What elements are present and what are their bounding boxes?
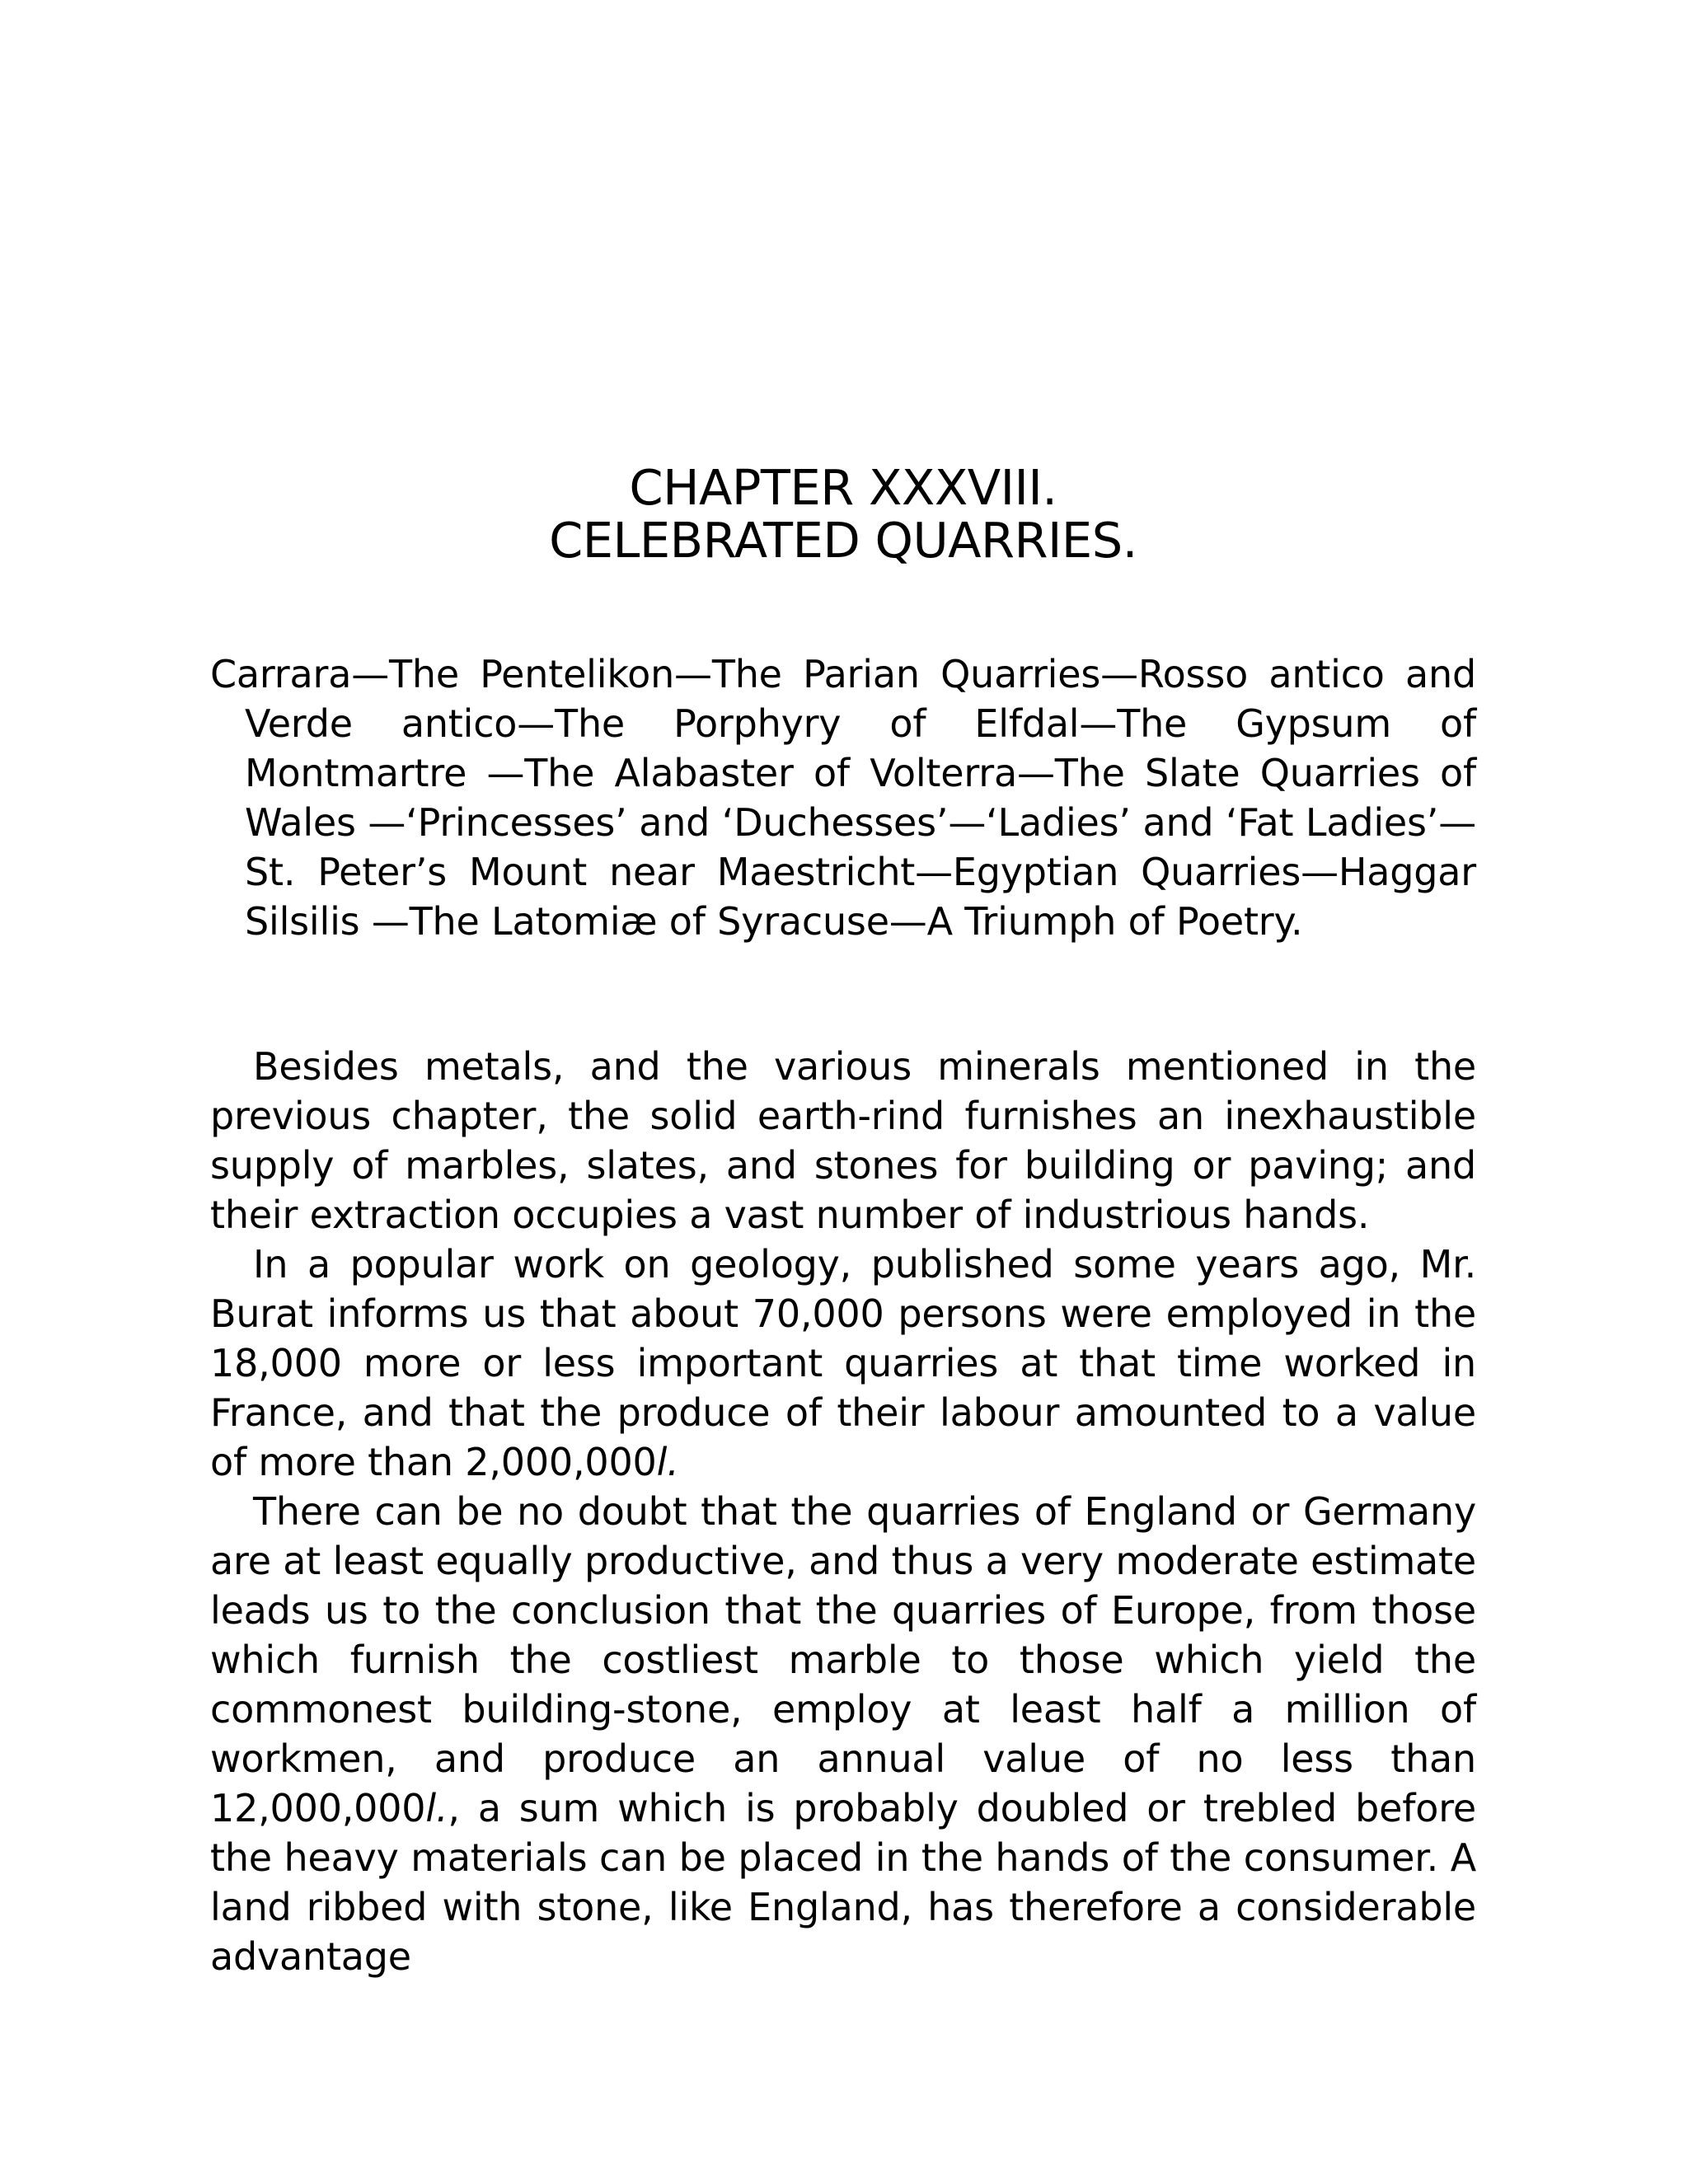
paragraph-2: [210, 1240, 1476, 1487]
paragraph-1: Besides metals, and the various minerals mentioned in the previous chapter, the solid earth-rind furnishes an inexhaustible supply of marbles, slates, and stones for building or paving; and their extraction occupies a vast number of industrious hands.: [210, 1044, 1476, 1237]
chapter-number: CHAPTER XXXVIII.: [629, 459, 1057, 516]
chapter-title: CELEBRATED QUARRIES.: [549, 512, 1137, 569]
chapter-body: [210, 1042, 1476, 1981]
chapter-heading: [210, 459, 1476, 569]
chapter-synopsis: Carrara—The Pentelikon—The Parian Quarries—Rosso antico and Verde antico—The Porphyry of Elfdal—The Gypsum of Montmartre —The Alabaster of Volterra—The Slate Quarries of Wales —‘Princesses’ and ‘Duchesses’—‘Ladies’ and ‘Fat Ladies’—St. Peter’s Mount near Maestricht—Egyptian Quarries—Haggar Silsilis —The Latomiæ of Syracuse—A Triumph of Poetry.: [210, 652, 1476, 944]
paragraph-3-text-b: , a sum which is probably doubled or trebled before the heavy materials can be placed in the hands of the consumer. A land ribbed with stone, like England, has therefore a considerable advantage: [210, 1786, 1476, 1979]
paragraph-3: [210, 1487, 1476, 1981]
pound-unit: l.: [656, 1440, 679, 1484]
pound-unit: l.: [425, 1786, 448, 1830]
paragraph-2-text: In a popular work on geology, published some years ago, Mr. Burat informs us that about 70,000 persons were employed in the 18,000 more or less important quarries at that time worked in France, and that the produce of their labour amounted to a value of more than 2,000,000: [210, 1242, 1476, 1484]
paragraph-3-text-a: There can be no doubt that the quarries of England or Germany are at least equally productive, and thus a very moderate estimate leads us to the conclusion that the quarries of Europe, from those which furnish the costliest marble to those which yield the commonest building-stone, employ at least half a million of workmen, and produce an annual value of no less than 12,000,000: [210, 1489, 1476, 1830]
book-page: [210, 459, 1476, 1981]
